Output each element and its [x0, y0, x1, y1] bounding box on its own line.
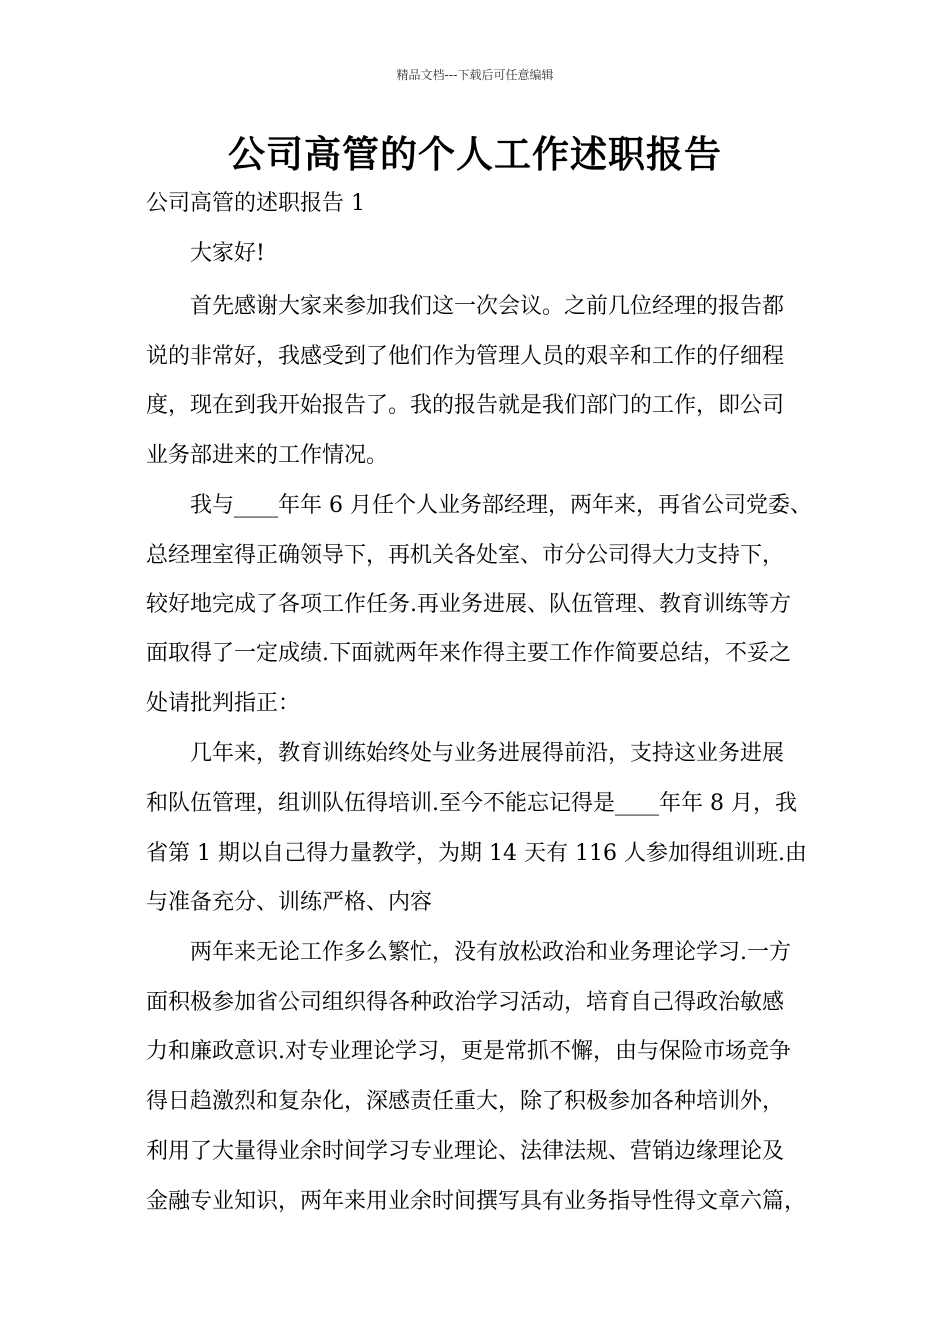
paragraph-4-line: 力和廉政意识.对专业理论学习，更是常抓不懈，由与保险市场竞争 — [146, 1039, 791, 1064]
paragraph-4-line: 得日趋激烈和复杂化，深感责任重大，除了积极参加各种培训外， — [146, 1089, 785, 1114]
paragraph-1-line: 说的非常好，我感受到了他们作为管理人员的艰辛和工作的仔细程 — [146, 344, 785, 369]
greeting: 大家好! — [190, 241, 265, 266]
paragraph-4-line: 两年来无论工作多么繁忙，没有放松政治和业务理论学习.一方 — [190, 940, 791, 965]
paragraph-2-line: 总经理室得正确领导下，再机关各处室、市分公司得大力支持下， — [146, 543, 785, 568]
paragraph-4-line: 利用了大量得业余时间学习专业理论、法律法规、营销边缘理论及 — [146, 1139, 785, 1164]
paragraph-3-line: 和队伍管理，组训队伍得培训.至今不能忘记得是____年年 8 月，我 — [146, 791, 797, 816]
paragraph-1-line: 业务部进来的工作情况。 — [146, 443, 389, 468]
paragraph-3-line: 几年来，教育训练始终处与业务进展得前沿，支持这业务进展 — [190, 741, 785, 766]
paragraph-3-line: 省第 1 期以自己得力量教学，为期 14 天有 116 人参加得组训班.由 — [146, 841, 807, 866]
paragraph-2-line: 较好地完成了各项工作任务.再业务进展、队伍管理、教育训练等方 — [146, 592, 791, 617]
paragraph-2-line: 面取得了一定成绩.下面就两年来作得主要工作作简要总结，不妥之 — [146, 641, 791, 666]
document-title: 公司高管的个人工作述职报告 — [228, 133, 722, 176]
paragraph-3-line: 与准备充分、训练严格、内容 — [146, 890, 433, 915]
paragraph-4-line: 金融专业知识，两年来用业余时间撰写具有业务指导性得文章六篇， — [146, 1189, 807, 1214]
page-header: 精品文档---下载后可任意编辑 — [396, 68, 554, 82]
paragraph-2-line: 处请批判指正： — [146, 691, 301, 716]
paragraph-4-line: 面积极参加省公司组织得各种政治学习活动，培育自己得政治敏感 — [146, 990, 785, 1015]
paragraph-2-line: 我与____年年 6 月任个人业务部经理，两年来，再省公司党委、 — [190, 493, 812, 518]
paragraph-1-line: 度，现在到我开始报告了。我的报告就是我们部门的工作，即公司 — [146, 393, 785, 418]
section-heading: 公司高管的述职报告 1 — [146, 191, 365, 216]
paragraph-1-line: 首先感谢大家来参加我们这一次会议。之前几位经理的报告都 — [190, 294, 785, 319]
